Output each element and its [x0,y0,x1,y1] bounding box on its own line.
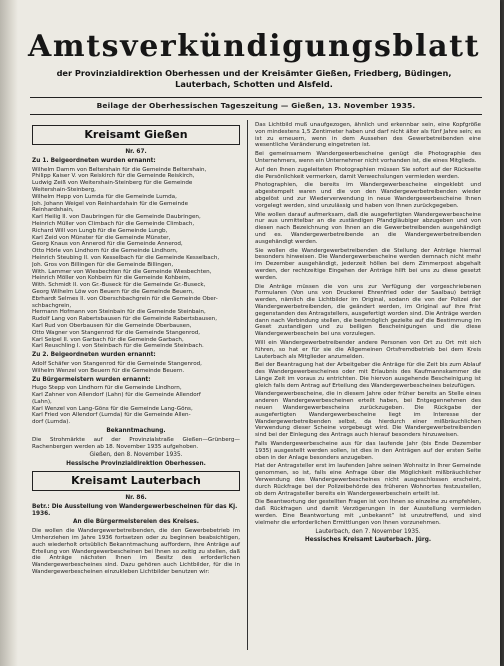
appointment-entry: schbachgrein, [32,302,72,309]
appointment-entry: Heinrich Müller von Climbach für die Gemeinde Climbach, [32,220,195,227]
masthead-subtitle: der Provinzialdirektion Oberhessen und der Kreisämter Gießen, Friedberg, Büdingen, Lauterbach, Schotten und Alsfeld. [56,68,452,89]
appointment-entry: Ludwig Zeiß von Weitershain-Steinberg für die Gemeinde [32,180,193,187]
notice-date: Lauterbach, den 7. November 1935. [315,528,421,535]
notice-signature: Hessische Provinzialdirektion Oberhessen. [66,461,206,468]
paragraph: Die Beantwortung der gestellten Fragen ist von Ihnen so einzelne zu empfehlen, daß Rückfragen und damit Verzögerungen in der Ausstellung vermieden werden. Eine Beantwortung mit „unbekannt“ ist unzutreffend, und sind vielmehr die erforderlichen Ermittlungen von Ihnen vorzunehmen. [255,499,481,526]
appointment-entry: Karl Reuschling I. von Steinbach für die Gemeinde Steinbach. [32,343,204,350]
appointment-entry: Ebrhardt Selmes II. von Oberschbachgrein für die Gemeinde Ober- [32,295,218,302]
appointment-entry: Richard Will von Lungb für die Gemeinde Lungb, [32,227,168,234]
appointment-entry: Otto Wagner von Stangenrod für die Gemeinde Stangenrod, [32,329,201,336]
appointment-entry: Hugo Stepp von Lindhorn für die Gemeinde Lindhorn, [32,385,182,392]
appointment-list-3 [32,385,240,426]
masthead-rule-top [30,97,482,98]
notice-number: Nr. 86. [125,495,147,502]
right-body [255,122,481,527]
appointment-entry: Wilhelm Wenzel von Beuern für die Gemeinde Beuern. [32,367,185,374]
appointment-entry: Rudolf Lang von Rabertsbausen für die Gemeinde Rabertsbausen, [32,316,217,323]
section-header-giessen: Kreisamt Gießen [32,125,240,145]
notice-date: Gießen, den 8. November 1935. [89,452,183,459]
left-column [32,122,240,578]
appointment-entry: Joh. Johann Weigel von Reinhardshain für die Gemeinde [32,200,189,207]
appointment-entry: dorf (Lumda). [32,419,71,426]
section-header-lauterbach: Kreisamt Lauterbach [32,471,240,491]
appointment-entry: Wilhelm Hepp von Lumda für die Gemeinde Lumda, [32,193,177,200]
paragraph: Das Lichtbild muß unaufgezogen, ähnlich und erkennbar sein, eine Kopfgröße von mindestens 1,5 Zentimeter haben und darf nicht älter als fünf Jahre sein; es ist zu erneuern, wenn in dem Aussehen des Gewerbetreibenden eine wesentliche Veränderung eingetreten ist. [255,122,481,149]
appointment-entry: Karl Zeid von Münster für die Gemeinde Münster, [32,234,171,241]
column-divider [247,120,248,650]
paragraph: Wandergewerbescheine, die in diesem Jahre oder früher bereits an Stelle eines anderen Wandergewerbescheinen erteilt haben, bei Entgegennehmen des neuen Wandergewerbescheins zurückzugeben. Die Rückgabe der ausgefertigten Wandergewerbescheine liegt im Interesse der Wandergewerbetreibenden selbst, da hierdurch einer mißbräuchlichen Verwendung dieser Scheine vorgebeugt wird. Die Wandergewerbetreibenden sind bei der Einlegung des Antrags auch hierauf besonders hinzuweisen. [255,391,481,439]
page-binding [0,0,18,666]
bekanntmachung-text: Die Strohmärkte auf der Provinzialstraße Gießen—Grünberg—Rachenbergen werden ab 18. November 1935 aufgehoben. [32,436,240,450]
paragraph: Falls Wandergewerbescheine aus für das laufende Jahr (bis Ende Dezember 1935) ausgestellt werden sollen, ist dies in den Anträgen auf der ersten Seite oben in der Anlage besonders anzugeben. [255,441,481,461]
appointment-entry: Otto Hörle von Lindhorn für die Gemeinde Lindhorn, [32,248,178,255]
masthead-title: Amtsverkündigungsblatt [28,29,481,64]
masthead [28,30,480,90]
appointment-entry: Georg Wilhelm Löw von Beuern für die Gemeinde Beuern, [32,288,194,295]
paragraph: Wie wollen darauf aufmerksam, daß die ausgefertigten Wandergewerbescheine nur aus unmittelbar an die zuständigen Pfandgläubiger abzugeben und von diesen nach Bezeichnung von Ihnen an die Gewerbetreibenden ausgehändigt und es. Wandergewerbetreibende an die Wandergewerbetreibenden ausgehändigt werden. [255,211,481,245]
paragraph: Auf den Ihnen zugeleiteten Photographien müssen Sie sofort auf der Rückseite die Persönlichkeit vermerken, damit Verwechslungen vermieden werden. [255,166,481,180]
appointment-entry: Wilhelm Damm von Beltershain für die Gemeinde Beltershain, [32,166,207,173]
paragraph: Photographien, die bereits im Wandergewerbescheine eingeklebt und abgestempelt waren und die von den Wandergewerbetreibenden wieder abgelöst und zur Wiederverwendung in neue Wandergewerbescheine Ihnen vorgelegt werden, sind unzulässig und haben von Ihnen zurückgegeben. [255,182,481,209]
notice-number: Nr. 67. [125,149,147,155]
paragraph: Bei der Beantragung hat der Arbeitgeber die Anträge für die Zeit bis zum Ablauf des Wandergewerbescheines oder mit Erlaubnis des Kaufmannskammer die Länge Zeit im voraus zu entrichten. Die hiervon ausgehende Bescheinigung ist gleich falls dem Antrag auf Erteilung des Wandergewerbescheines beizufügen. [255,362,481,389]
appointment-entry: Karl Rud von Oberbausen für die Gemeinde Oberbausen, [32,322,192,329]
appointment-entry: Karl Zahner von Allendorf (Lahn) für die Gemeinde Allendorf [32,392,201,399]
paragraph: Will ein Wandergewerbetreibender andere Personen von Ort zu Ort mit sich führen, so hat er für sie die Allgemeinen Ortsfremdbetrieb bei dem Kreis Lauterbach als Mitglieder anzumelden. [255,339,481,360]
paragraph: Bei gemeinsamem Wandergewerbescheine genügt die Photographie des Unternehmers, wenn ein Unternehmer nicht vorhanden ist, die eines Mitglieds. [255,151,481,164]
appointment-entry: Heinrich Möller von Kohbeim für die Gemeinde Kohbeim, [32,275,191,282]
appointment-entry: Reinhardshain, [32,207,74,214]
appointment-entry: Heinrich Steubing II. von Kesselbach für die Gemeinde Kesselbach, [32,254,220,261]
notice-addressee: An die Bürgermeistereien des Kreises. [73,519,199,526]
appointment-entry: Karl Heilig II. von Daubringen für die Gemeinde Daubringen, [32,214,201,221]
appointment-entry: With. Schmidt II. von Gr.-Buseck für die Gemeinde Gr.-Buseck, [32,282,206,289]
right-column [255,122,481,546]
appointment-entry: Georg Knaus von Annerod für die Gemeinde Annerod, [32,241,183,248]
notice-body: Die wollen die Wandergewerbetreibenden, die den Gewerbebetrieb im Umherziehen im Jahre 1936 fortsetzen oder zu beginnen beabsichtigen, auch wiederholt ortsüblich Bekanntmachung auffordern, ihre Anträge auf Erteilung von Wandergewerbescheinen bei Ihnen so zeitig zu stellen, daß die Anträge nächsten Ihnen im Besitz des erforderlichen Wandergewerbescheines sind. Dazu gehören auch Lichtbilder, für die in Wandergewerbescheinen einzukleben Lichtbilder benutzen wir: [32,528,240,576]
appointment-entry: Weitershain-Steinberg, [32,186,96,193]
section-heading: Zu Bürgermeistern wurden ernannt: [32,376,151,383]
appointment-entry: With. Lammer von Wiesbechten für die Gemeinde Wiesbechten, [32,268,212,275]
appointment-list-1 [32,167,240,351]
beilage-line: Beilage der Oberhessischen Tageszeitung — Gießen, 13. November 1935. [96,101,416,110]
paragraph: Sie wollen die Wandergewerbetreibenden die Stellung der Anträge hiermal besonders hinweisen. Die Wandergewerbescheine werden demnach nicht mehr im Dezember ausgehändigt, jederzeit höllen bei dem Zimmerpost abgehalt werden, der rechtzeitige Eingehen der Anträge hilft bei uns zu diese gesetzt werden. [255,247,481,281]
appointment-list-2 [32,361,240,375]
appointment-entry: Adolf Schäfer von Stangenrod für die Gemeinde Stangenrod, [32,360,202,367]
appointment-entry: Philipp Kaiser V. von Reiskirch für die Gemeinde Reiskirch, [32,173,195,180]
appointment-entry: Karl Fried von Allendorf (Lumda) für die Gemeinde Allen- [32,412,191,419]
appointment-entry: Karl Wenzel von Lang-Göns für die Gemeinde Lang-Göns, [32,405,193,412]
section-heading: Zu 2. Beigeordneten wurden ernannt: [32,352,156,359]
notice-subject: Betr.: Die Ausstellung von Wandergewerbescheinen für das Kj. 1936. [32,503,238,517]
notice-signature: Hessisches Kreisamt Lauterbach. Jürg. [304,537,432,544]
paragraph: Hat der Antragsteller erst im laufenden Jahre seinen Wohnsitz in Ihrer Gemeinde genommen, so ist, falls eine Anfrage über die Möglichkeit mißbräuchlicher Verwendung des Wandergewerbescheines nicht ausgeschlossen erscheint, durch Rückfrage bei der Polizeibehörde des früheren Wohnortes festzustellen, ob dem Antragsteller bereits ein Wandergewerbeschein erteilt ist. [255,463,481,497]
bekanntmachung-heading: Bekanntmachung. [106,428,166,435]
paragraph: Die Anträge müssen die von uns zur Verfügung der vorgeschriebenen Formularen (Von uns von Druckerei Ehrenfried oder der Saalbau) beträgt werden, nämlich die Lichtbilder im Original, sodann die von der Polizei der Wandergewerbetreibenden, die geändert werden, im Original auf ihre Frist gegenstanden des Antragstellers, ausgefertigt worden sind. Die Anträge werden dann nach Verbindung stellen, die bestmöglich gezielte auf die Bestimmung im Geset zustandigen und zu beiligen Bescheinigungen und die diese Wandergewerbeschein bei uns vorzulegen. [255,283,481,338]
appointment-entry: Karl Seipel II. von Garbach für die Gemeinde Garbach, [32,336,184,343]
appointment-entry: Hermann Hofmann von Steinbain für die Gemeinde Steinbain, [32,309,206,316]
appointment-entry: Joh. Gros von Billingen für die Gemeinde Billingen, [32,261,174,268]
masthead-rule-bottom [30,114,482,115]
section-heading: Zu 1. Beigeordneten wurden ernannt: [32,157,156,164]
appointment-entry: (Lahn), [32,398,52,405]
